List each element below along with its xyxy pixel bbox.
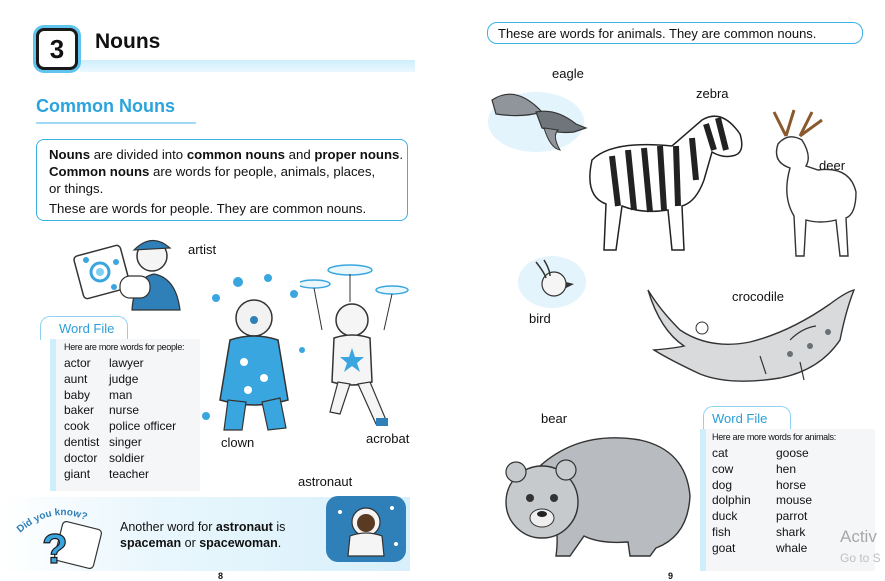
svg-text:?: ? [42, 525, 68, 569]
list-item: teacher [109, 466, 150, 481]
label-bear: bear [541, 411, 568, 426]
list-item: shark [776, 524, 806, 539]
clown-illustration [198, 270, 310, 440]
list-item: mouse [776, 493, 813, 508]
section-underline [36, 122, 196, 124]
word-file-people-tab: Word File [40, 316, 128, 340]
word-file-people-list [64, 356, 200, 482]
label-deer: deer [819, 158, 846, 173]
chapter-header-bar [80, 60, 415, 72]
list-item: judge [109, 371, 139, 386]
word-file-people [50, 339, 200, 491]
list-item: parrot [776, 509, 808, 524]
list-item: man [109, 387, 133, 402]
list-item: actor [64, 356, 91, 370]
list-item: aunt [64, 371, 88, 386]
list-item: fish [712, 524, 731, 539]
chapter-title: Nouns [95, 30, 161, 53]
intro-line-4: These are words for people. They are common nouns. [49, 201, 367, 216]
list-item: dentist [64, 434, 100, 449]
list-item: whale [776, 540, 808, 555]
label-astronaut: astronaut [298, 474, 353, 489]
word-file-animals-intro: Here are more words for animals: [712, 432, 836, 442]
intro-line-3: or things. [49, 181, 104, 196]
list-item: baker [64, 403, 95, 418]
zebra-illustration [572, 110, 748, 256]
label-crocodile: crocodile [732, 289, 785, 304]
label-zebra: zebra [696, 86, 729, 101]
list-item: doctor [64, 450, 98, 465]
crocodile-illustration [640, 270, 864, 400]
artist-illustration [72, 232, 187, 312]
page-number-left: 8 [218, 571, 224, 581]
list-item: hen [776, 461, 797, 476]
activation-watermark-subtitle: Go to S [840, 551, 881, 565]
list-item: goose [776, 446, 809, 460]
list-item: dog [712, 477, 733, 492]
acrobat-illustration [300, 262, 412, 442]
svg-text:Did you know?: Did you know? [15, 506, 89, 536]
label-artist: artist [188, 242, 217, 257]
deer-illustration [760, 106, 864, 258]
list-item: nurse [109, 403, 140, 418]
intro-line-1: Nouns are divided into common nouns and proper nouns. [49, 147, 404, 162]
chapter-number: 3 [36, 28, 78, 70]
list-item: cat [712, 446, 729, 460]
list-item: cow [712, 461, 734, 476]
list-item: dolphin [712, 493, 751, 508]
label-clown: clown [221, 435, 255, 450]
label-acrobat: acrobat [366, 431, 410, 446]
did-you-know-badge-icon [14, 503, 110, 569]
list-item: horse [776, 477, 807, 492]
word-file-animals [700, 429, 875, 571]
list-item: cook [64, 419, 90, 434]
section-title: Common Nouns [36, 96, 175, 116]
word-file-people-intro: Here are more words for people: [64, 342, 185, 352]
activation-watermark-title: Activ [840, 527, 877, 546]
astronaut-illustration [322, 492, 410, 566]
intro-box [36, 139, 408, 221]
list-item: soldier [109, 450, 145, 465]
page-number-right: 9 [668, 571, 674, 581]
list-item: lawyer [109, 356, 144, 370]
label-eagle: eagle [552, 66, 584, 81]
intro-line-2: Common nouns are words for people, animals, places, [49, 164, 376, 179]
list-item: goat [712, 540, 736, 555]
list-item: giant [64, 466, 91, 481]
word-file-animals-tab: Word File [703, 406, 791, 430]
bird-illustration [516, 252, 588, 310]
list-item: baby [64, 387, 91, 402]
bear-illustration [500, 426, 696, 558]
animals-heading: These are words for animals. They are common nouns. [487, 22, 863, 44]
list-item: police officer [109, 419, 177, 434]
label-bird: bird [529, 311, 551, 326]
list-item: duck [712, 509, 738, 524]
did-you-know-text: Another word for astronaut is spaceman or spacewoman. [120, 520, 286, 550]
list-item: singer [109, 434, 142, 449]
